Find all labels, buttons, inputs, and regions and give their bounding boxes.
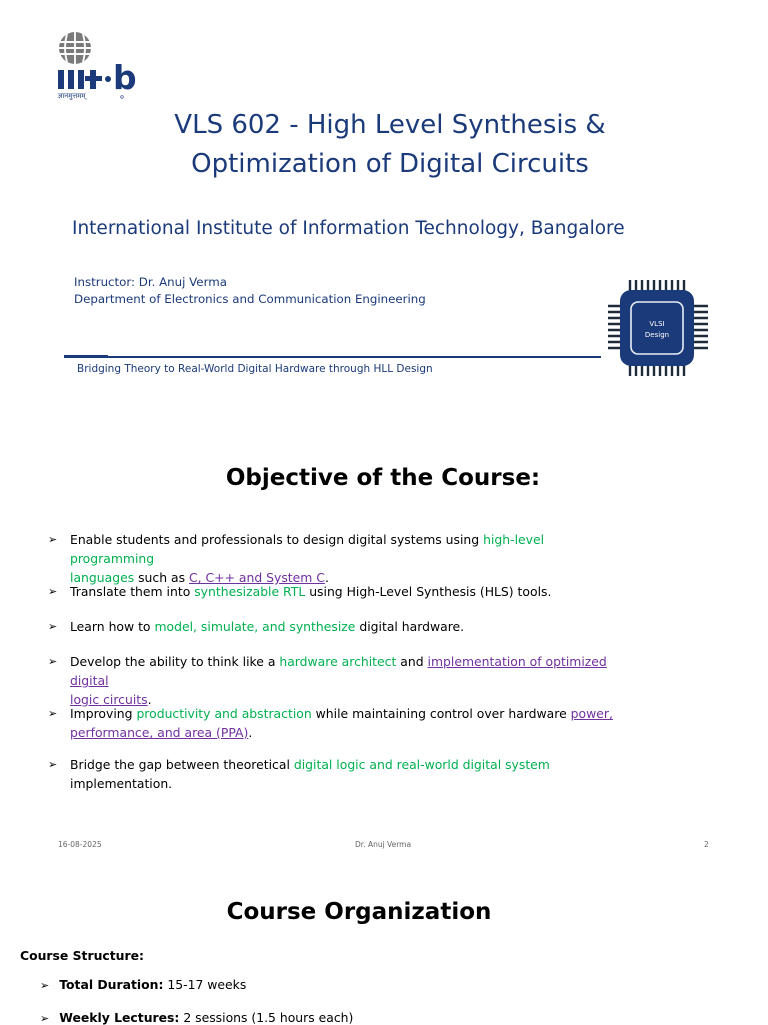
optimized-logic-link-cont[interactable]: logic circuits <box>70 692 148 707</box>
arrow-bullet-icon: ➢ <box>48 585 58 598</box>
arrow-bullet-icon: ➢ <box>48 620 58 633</box>
objective-bullet-6: ➢ Bridge the gap between theoretical digital logic and real-world digital system implementation. <box>48 757 550 791</box>
divider-rule <box>64 356 601 358</box>
organization-heading: Course Organization <box>226 899 492 925</box>
arrow-bullet-icon: ➢ <box>48 533 58 546</box>
arrow-bullet-icon: ➢ <box>48 655 58 668</box>
objective-bullet-5: ➢ Improving productivity and abstraction while maintaining control over hardware power, performance, and area (PPA). <box>48 706 613 740</box>
logo-motto: ज्ञानमुत्तमम् <box>58 92 86 100</box>
course-title-line2: Optimization of Digital Circuits <box>191 149 589 179</box>
footer-page-number: 2 <box>704 840 709 849</box>
instructor-line: Instructor: Dr. Anuj Verma <box>74 275 227 289</box>
arrow-bullet-icon: ➢ <box>48 707 58 720</box>
arrow-bullet-icon: ➢ <box>40 1012 50 1025</box>
ppa-link[interactable]: power, <box>570 706 613 721</box>
globe-icon <box>59 32 91 64</box>
structure-item-duration: ➢ Total Duration: 15-17 weeks <box>40 977 247 992</box>
arrow-bullet-icon: ➢ <box>40 979 50 992</box>
chip-label-line2: Design <box>644 331 670 339</box>
language-link[interactable]: C, C++ and System C <box>189 570 325 585</box>
tagline: Bridging Theory to Real-World Digital Hardware through HLL Design <box>77 363 433 375</box>
structure-item-lectures: ➢ Weekly Lectures: 2 sessions (1.5 hours each) <box>40 1010 354 1025</box>
objective-bullet-2: ➢ Translate them into synthesizable RTL using High-Level Synthesis (HLS) tools. <box>48 584 552 599</box>
arrow-bullet-icon: ➢ <box>48 758 58 771</box>
divider-accent <box>64 355 108 358</box>
optimized-logic-link[interactable]: implementation of optimized digital <box>70 654 607 688</box>
course-structure-label: Course Structure: <box>20 948 144 963</box>
objective-heading: Objective of the Course: <box>225 465 541 491</box>
footer-author: Dr. Anuj Verma <box>355 840 412 849</box>
footer-date: 16-08-2025 <box>58 840 102 849</box>
objective-bullet-4: ➢ Develop the ability to think like a hardware architect and implementation of optimized digital logic circuits. <box>48 654 607 707</box>
chip-label-line1: VLSI <box>649 320 665 328</box>
logo-wordmark: b <box>113 58 137 97</box>
department-line: Department of Electronics and Communication Engineering <box>74 292 426 306</box>
objective-bullet-1: ➢ Enable students and professionals to design digital systems using high-level programming languages such as C, C++ and System C. <box>48 532 545 585</box>
course-title-line1: VLS 602 - High Level Synthesis & <box>174 110 606 140</box>
iiitb-logo <box>52 30 152 102</box>
institute-name: International Institute of Information Technology, Bangalore <box>72 218 625 239</box>
objective-bullet-3: ➢ Learn how to model, simulate, and synthesize digital hardware. <box>48 619 465 634</box>
chip-icon <box>604 276 714 380</box>
ppa-link-cont[interactable]: performance, and area (PPA) <box>70 725 249 740</box>
